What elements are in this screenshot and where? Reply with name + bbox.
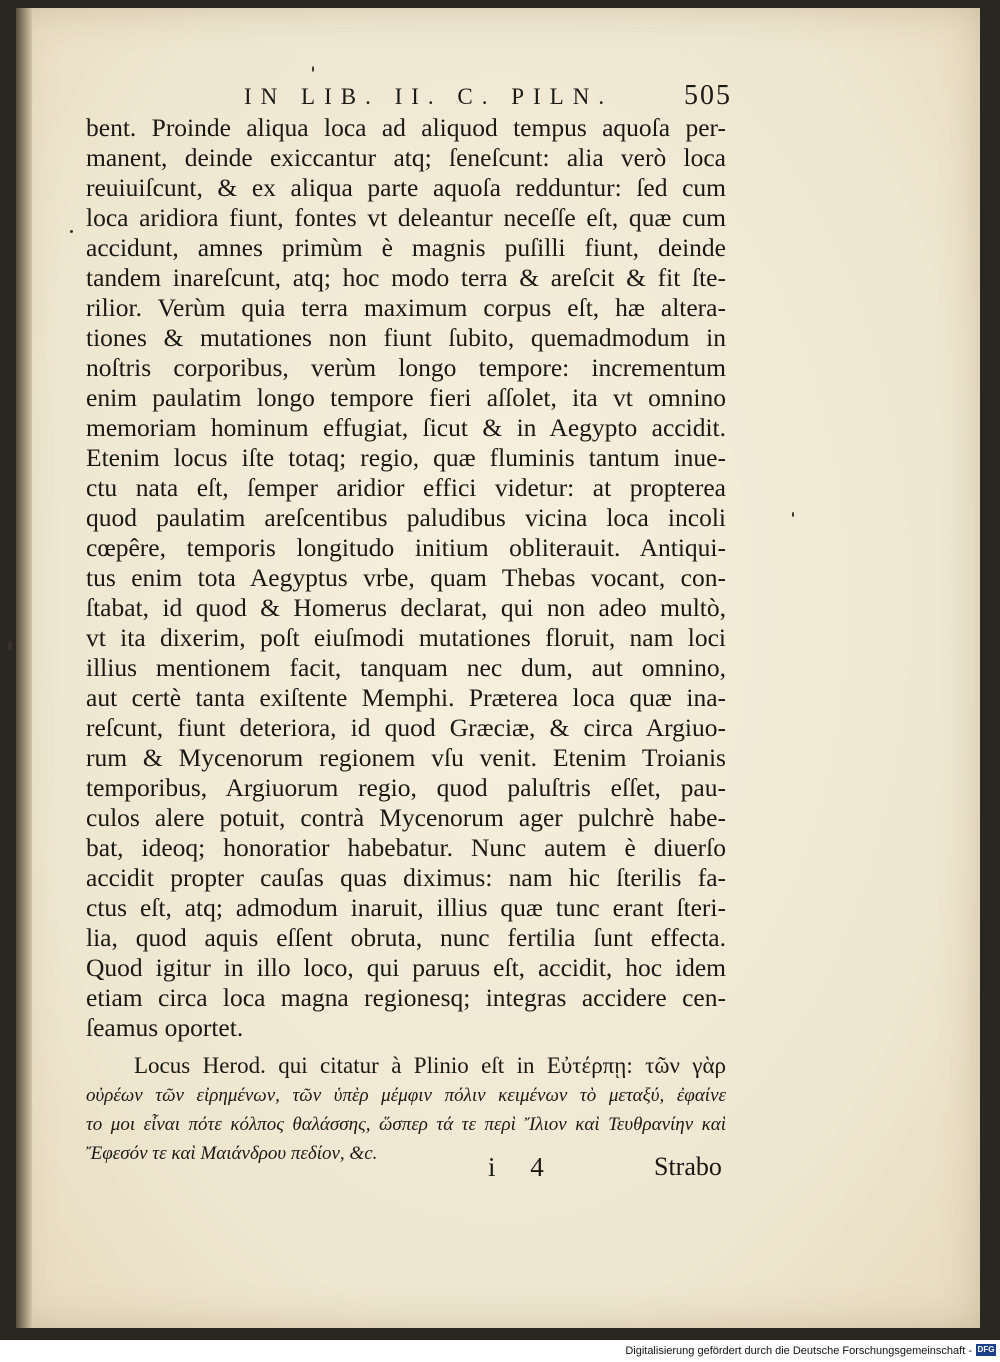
text-line: lia, quod aquis eſſent obruta, nunc fertilia ſunt effecta. — [86, 923, 726, 952]
text-line: memoriam hominum effugiat, ſicut & in Aegypto accidit. — [86, 413, 726, 442]
text-line: Etenim locus iſte totaq; regio, quæ fluminis tantum inue- — [86, 443, 726, 472]
text-line: bent. Proinde aliqua loca ad aliquod tempus aquoſa per- — [86, 113, 726, 142]
citation-line: Locus Herod. qui citatur à Plinio eſt in Εὐτέρπῃ: τῶν γὰρ — [134, 1053, 726, 1078]
text-line: noſtris corporibus, verùm longo tempore: incrementum — [86, 353, 726, 382]
page-header — [232, 78, 732, 118]
text-line: reuiuiſcunt, & ex aliqua parte aquoſa redduntur: ſed cum — [86, 173, 726, 202]
text-line: vt ita dixerim, poſt eiuſmodi mutationes floruit, nam loci — [86, 623, 726, 652]
text-line: bat, ideoq; honoratior habebatur. Nunc autem è diuerſo — [86, 833, 726, 862]
greek-quote-line: οὐρέων τῶν εἰρημένων, τῶν ὑπὲρ μέμφιν πόλιν κειμένων τὸ μεταξύ, ἐφαίνε — [86, 1085, 726, 1106]
page-number: 505 — [684, 80, 732, 111]
text-line: tiones & mutationes non fiunt ſubito, quemadmodum in — [86, 323, 726, 352]
ink-speck — [312, 66, 314, 72]
text-line: Quod igitur in illo loco, qui paruus eſt, accidit, hoc idem — [86, 953, 726, 982]
text-line: tus enim tota Aegyptus vrbe, quam Thebas vocant, con- — [86, 563, 726, 592]
text-line: enim paulatim longo tempore fieri aſſolet, ita vt omnino — [86, 383, 726, 412]
greek-quote-line: το μοι εἶναι πότε κόλπος θαλάσσης, ὥσπερ τά τε περὶ Ἴλιον καὶ Τευθρανίην καὶ — [86, 1114, 726, 1135]
text-line: ſtabat, id quod & Homerus declarat, qui non adeo multò, — [86, 593, 726, 622]
text-line: culos alere potuit, contrà Mycenorum ager pulchrè habe- — [86, 803, 726, 832]
footer-bar — [0, 1340, 1000, 1362]
text-line: accidunt, amnes primùm è magnis puſilli fiunt, deinde — [86, 233, 726, 262]
text-line: ctu nata eſt, ſemper aridior effici videtur: at propterea — [86, 473, 726, 502]
text-line: rilior. Verùm quia terra maximum corpus eſt, hæ altera- — [86, 293, 726, 322]
ink-speck — [8, 640, 12, 650]
dfg-logo: DFG — [977, 1345, 995, 1354]
text-line: cœpêre, temporis longitudo initium obliterauit. Antiqui- — [86, 533, 726, 562]
page-gutter — [16, 8, 32, 1328]
text-line: manent, deinde exiccantur atq; ſeneſcunt: alia verò loca — [86, 143, 726, 172]
text-line: accidit propter cauſas quas diximus: nam hic ſterilis fa- — [86, 863, 726, 892]
text-line: etiam circa loca magna regionesq; integras accidere cen- — [86, 983, 726, 1012]
catchword: Strabo — [654, 1152, 722, 1181]
text-line: ſeamus oportet. — [86, 1013, 244, 1042]
ink-speck — [792, 512, 794, 517]
ink-speck — [70, 230, 73, 233]
text-line: loca aridiora fiunt, fontes vt deleantur neceſſe eſt, quæ cum — [86, 203, 726, 232]
running-title: IN LIB. II. C. PILN. — [244, 84, 614, 109]
funding-credit: Digitalisierung gefördert durch die Deutsche Forschungsgemeinschaft - — [625, 1345, 972, 1357]
text-line: rum & Mycenorum regionem vſu venit. Etenim Troianis — [86, 743, 726, 772]
signature-mark: i 4 — [488, 1152, 558, 1182]
text-line: temporibus, Argiuorum regio, quod paluſtris eſſet, pau- — [86, 773, 726, 802]
text-line: illius mentionem facit, tanquam nec dum, aut omnino, — [86, 653, 726, 682]
greek-quote-line: Ἔφεσόν τε καὶ Μαιάνδρου πεδίον, &c. — [86, 1143, 378, 1164]
text-line: reſcunt, fiunt deteriora, id quod Græciæ, & circa Argiuo- — [86, 713, 726, 742]
text-line: tandem inareſcunt, atq; hoc modo terra & areſcit & fit ſte- — [86, 263, 726, 292]
text-line: aut certè tanta exiſtente Memphi. Præterea loca quæ ina- — [86, 683, 726, 712]
text-line: ctus eſt, atq; admodum inaruit, illius quæ tunc erant ſteri- — [86, 893, 726, 922]
text-line: quod paulatim areſcentibus paludibus vicina loca incoli — [86, 503, 726, 532]
main-text-block — [86, 113, 726, 1168]
